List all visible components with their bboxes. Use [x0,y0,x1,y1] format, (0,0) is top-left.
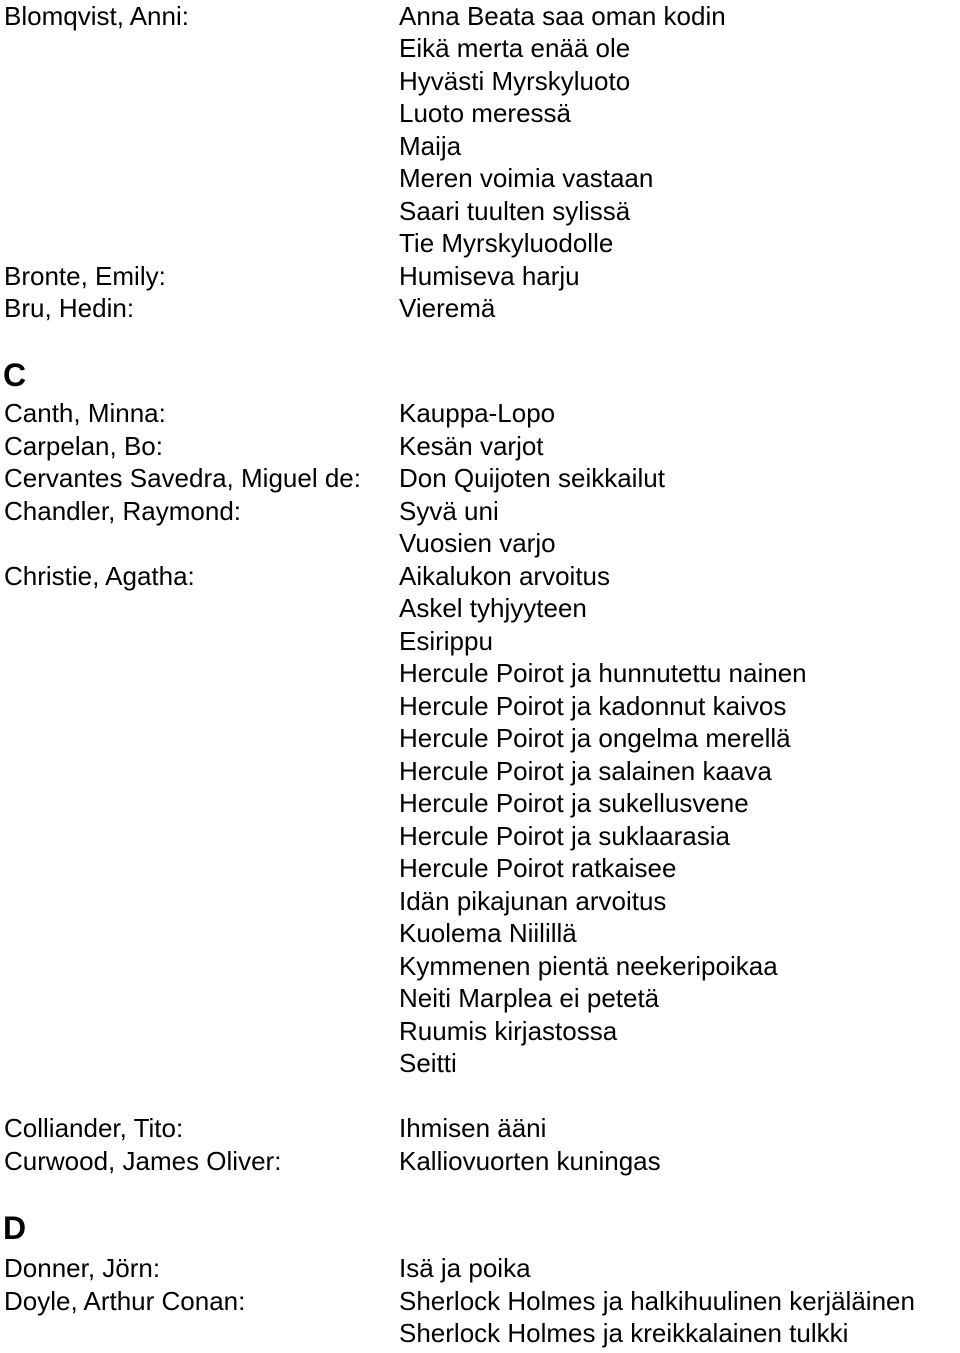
book-title: Hyvästi Myrskyluoto [399,66,631,96]
author-name: Curwood, James Oliver: [4,1146,282,1176]
book-title: Maija [399,131,462,161]
book-title: Hercule Poirot ja sukellusvene [399,788,749,818]
author-name: Colliander, Tito: [4,1113,184,1143]
book-title: Sherlock Holmes ja kreikkalainen tulkki [399,1318,849,1348]
index-entry [0,430,960,463]
index-entry [0,625,960,658]
book-title: Askel tyhjyyteen [399,593,587,623]
index-entry [0,690,960,723]
index-entry [0,1047,960,1080]
author-name: Doyle, Arthur Conan: [4,1286,246,1316]
index-entry [0,397,960,430]
index-entry [0,787,960,820]
author-name: Christie, Agatha: [4,561,195,591]
author-name: Donner, Jörn: [4,1253,161,1283]
book-title: Meren voimia vastaan [399,163,654,193]
book-title: Kymmenen pientä neekeripoikaa [399,951,778,981]
author-name: Bronte, Emily: [4,261,166,291]
book-title: Hercule Poirot ja ongelma merellä [399,723,791,753]
section-letter-d: D [3,1210,27,1246]
index-entry [0,97,960,130]
index-entry [0,1252,960,1285]
index-entry [0,885,960,918]
index-entry [0,227,960,260]
book-title: Isä ja poika [399,1253,531,1283]
index-entry [0,32,960,65]
index-entry [0,292,960,325]
book-title: Luoto meressä [399,98,571,128]
book-title: Kuolema Niilillä [399,918,577,948]
index-entry [0,950,960,983]
author-name: Chandler, Raymond: [4,496,242,526]
book-title: Sherlock Holmes ja halkihuulinen kerjäläinen [399,1286,915,1316]
book-title: Ihmisen ääni [399,1113,547,1143]
index-entry [0,0,960,33]
index-entry [0,162,960,195]
section-letter-c: C [3,357,27,393]
index-entry [0,722,960,755]
index-entry [0,495,960,528]
author-name: Cervantes Savedra, Miguel de: [4,463,361,493]
index-entry [0,1317,960,1350]
author-name: Bru, Hedin: [4,293,135,323]
book-title: Don Quijoten seikkailut [399,463,665,493]
book-title: Esirippu [399,626,493,656]
book-title: Hercule Poirot ja salainen kaava [399,756,772,786]
index-entry [0,982,960,1015]
author-name: Canth, Minna: [4,398,166,428]
book-title: Kesän varjot [399,431,544,461]
index-entry [0,260,960,293]
book-title: Idän pikajunan arvoitus [399,886,667,916]
index-entry [0,1145,960,1178]
book-title: Humiseva harju [399,261,580,291]
index-entry [0,527,960,560]
book-title: Hercule Poirot ja kadonnut kaivos [399,691,787,721]
book-title: Saari tuulten sylissä [399,196,631,226]
index-entry [0,820,960,853]
author-name: Carpelan, Bo: [4,431,163,461]
book-title: Anna Beata saa oman kodin [399,1,726,31]
book-title: Tie Myrskyluodolle [399,228,614,258]
book-title: Vuosien varjo [399,528,556,558]
book-title: Ruumis kirjastossa [399,1016,618,1046]
index-entry [0,195,960,228]
book-title: Seitti [399,1048,457,1078]
index-entry [0,130,960,163]
book-title: Kalliovuorten kuningas [399,1146,661,1176]
book-title: Hercule Poirot ja suklaarasia [399,821,730,851]
book-title: Aikalukon arvoitus [399,561,610,591]
index-entry [0,592,960,625]
index-entry [0,755,960,788]
book-title: Vieremä [399,293,496,323]
index-entry [0,65,960,98]
index-entry [0,1112,960,1145]
author-name: Blomqvist, Anni: [4,1,189,31]
book-title: Neiti Marplea ei petetä [399,983,660,1013]
book-title: Hercule Poirot ja hunnutettu nainen [399,658,807,688]
book-title: Hercule Poirot ratkaisee [399,853,677,883]
index-entry [0,462,960,495]
book-title: Kauppa-Lopo [399,398,556,428]
index-entry [0,1015,960,1048]
index-entry [0,852,960,885]
book-title: Eikä merta enää ole [399,33,631,63]
book-title: Syvä uni [399,496,499,526]
index-entry [0,1285,960,1318]
index-entry [0,917,960,950]
index-entry [0,657,960,690]
index-entry [0,560,960,593]
